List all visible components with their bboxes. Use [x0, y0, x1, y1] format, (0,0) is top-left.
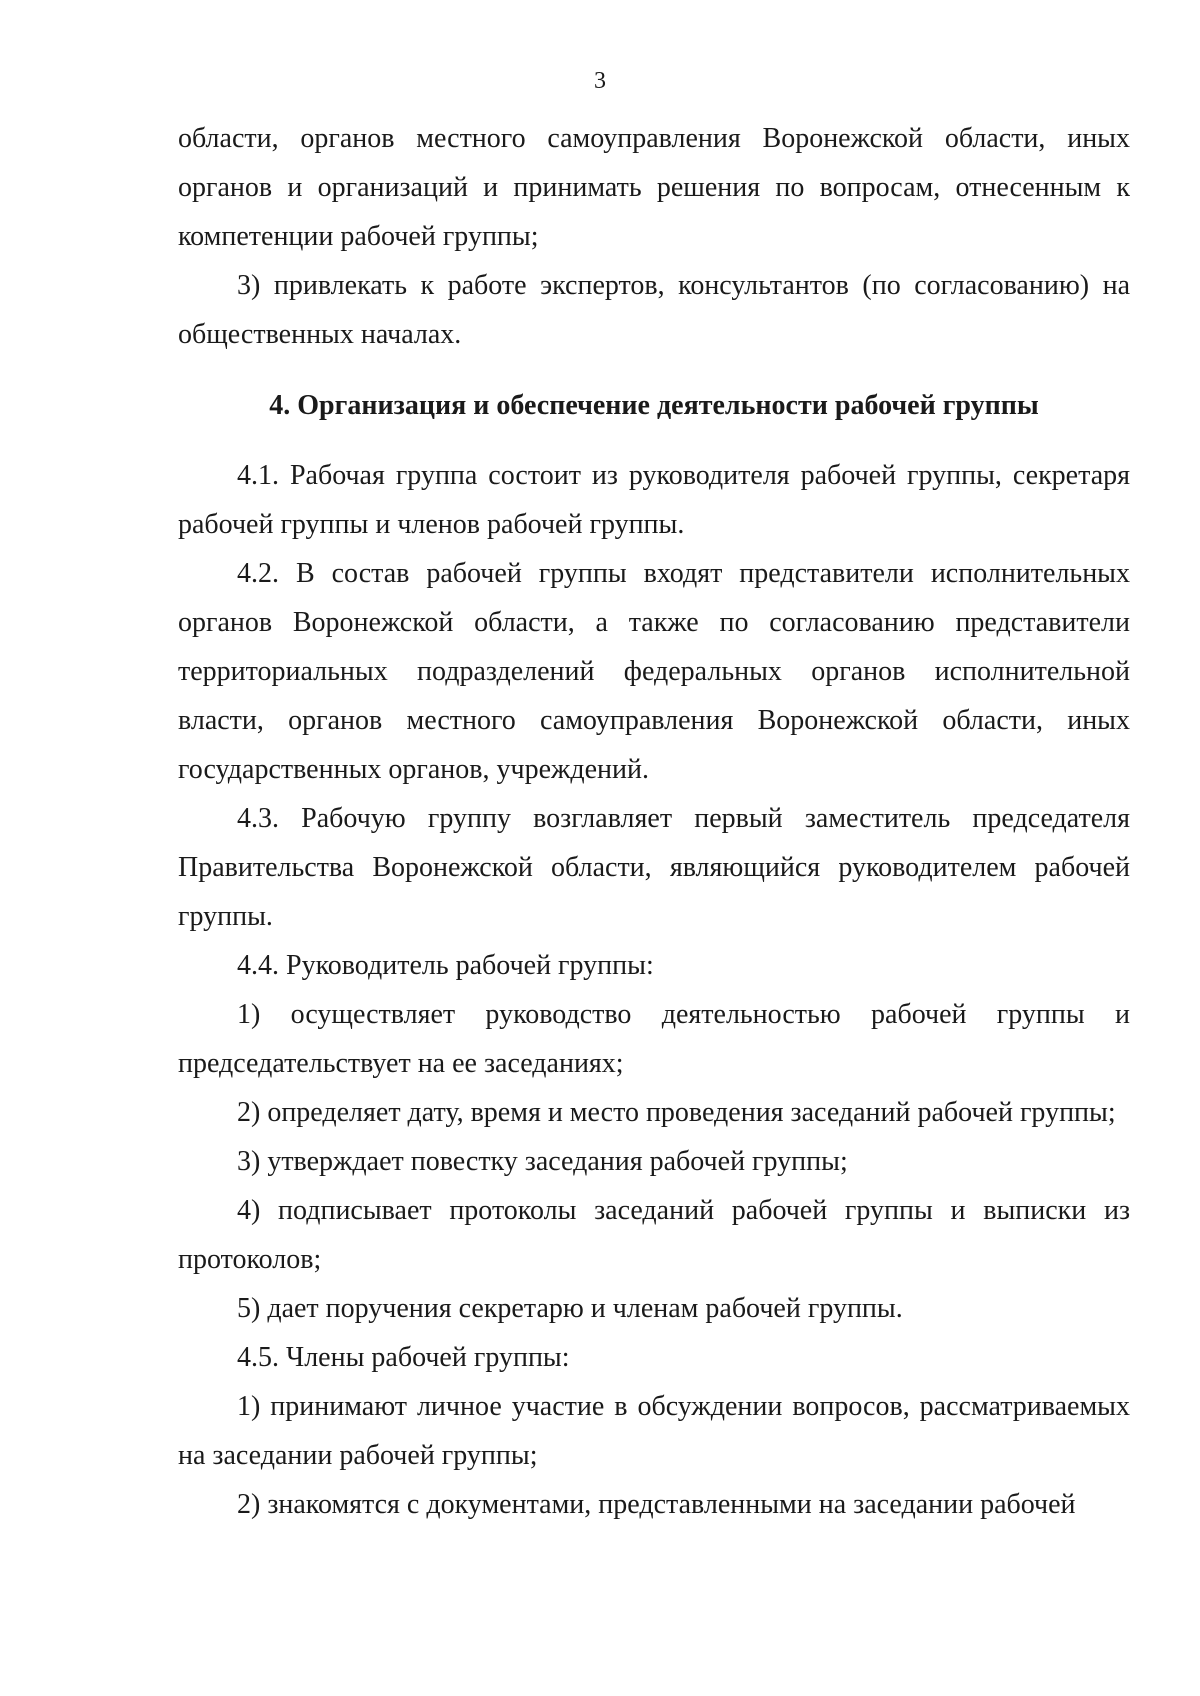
paragraph-continuation: области, органов местного самоуправления Воронежской области, иных органов и организаций и принимать решения по вопросам, отнесенным к компетенции рабочей группы;: [178, 123, 1130, 252]
paragraph-item-3: 3) привлекать к работе экспертов, консультантов (по согласованию) на общественных началах.: [178, 270, 1130, 350]
list-item-4-4-3: 3) утверждает повестку заседания рабочей группы;: [237, 1146, 848, 1177]
page-number: 3: [594, 68, 606, 94]
list-item-4-5-2: 2) знакомятся с документами, представленными на заседании рабочей: [237, 1489, 1076, 1520]
paragraph-4-2: 4.2. В состав рабочей группы входят представители исполнительных органов Воронежской области, а также по согласованию представители территориальных подразделений федеральных органов исполнительной власти, органов местного самоуправления Воронежской области, иных государственных органов, учреждений.: [178, 558, 1130, 785]
paragraph-4-1: 4.1. Рабочая группа состоит из руководителя рабочей группы, секретаря рабочей группы и членов рабочей группы.: [178, 460, 1130, 540]
list-item-4-4-1: 1) осуществляет руководство деятельностью рабочей группы и председательствует на ее заседаниях;: [178, 999, 1130, 1079]
paragraph-4-4: 4.4. Руководитель рабочей группы:: [237, 950, 654, 981]
list-item-4-4-2: 2) определяет дату, время и место проведения заседаний рабочей группы;: [237, 1097, 1116, 1128]
list-item-4-5-1: 1) принимают личное участие в обсуждении вопросов, рассматриваемых на заседании рабочей группы;: [178, 1391, 1130, 1471]
section-heading: 4. Организация и обеспечение деятельности рабочей группы: [269, 390, 1039, 421]
document-body: [178, 114, 1130, 1529]
paragraph-4-3: 4.3. Рабочую группу возглавляет первый заместитель председателя Правительства Воронежской области, являющийся руководителем рабочей группы.: [178, 803, 1130, 932]
list-item-4-4-5: 5) дает поручения секретарю и членам рабочей группы.: [237, 1293, 903, 1324]
paragraph-4-5: 4.5. Члены рабочей группы:: [237, 1342, 570, 1373]
list-item-4-4-4: 4) подписывает протоколы заседаний рабочей группы и выписки из протоколов;: [178, 1195, 1130, 1275]
